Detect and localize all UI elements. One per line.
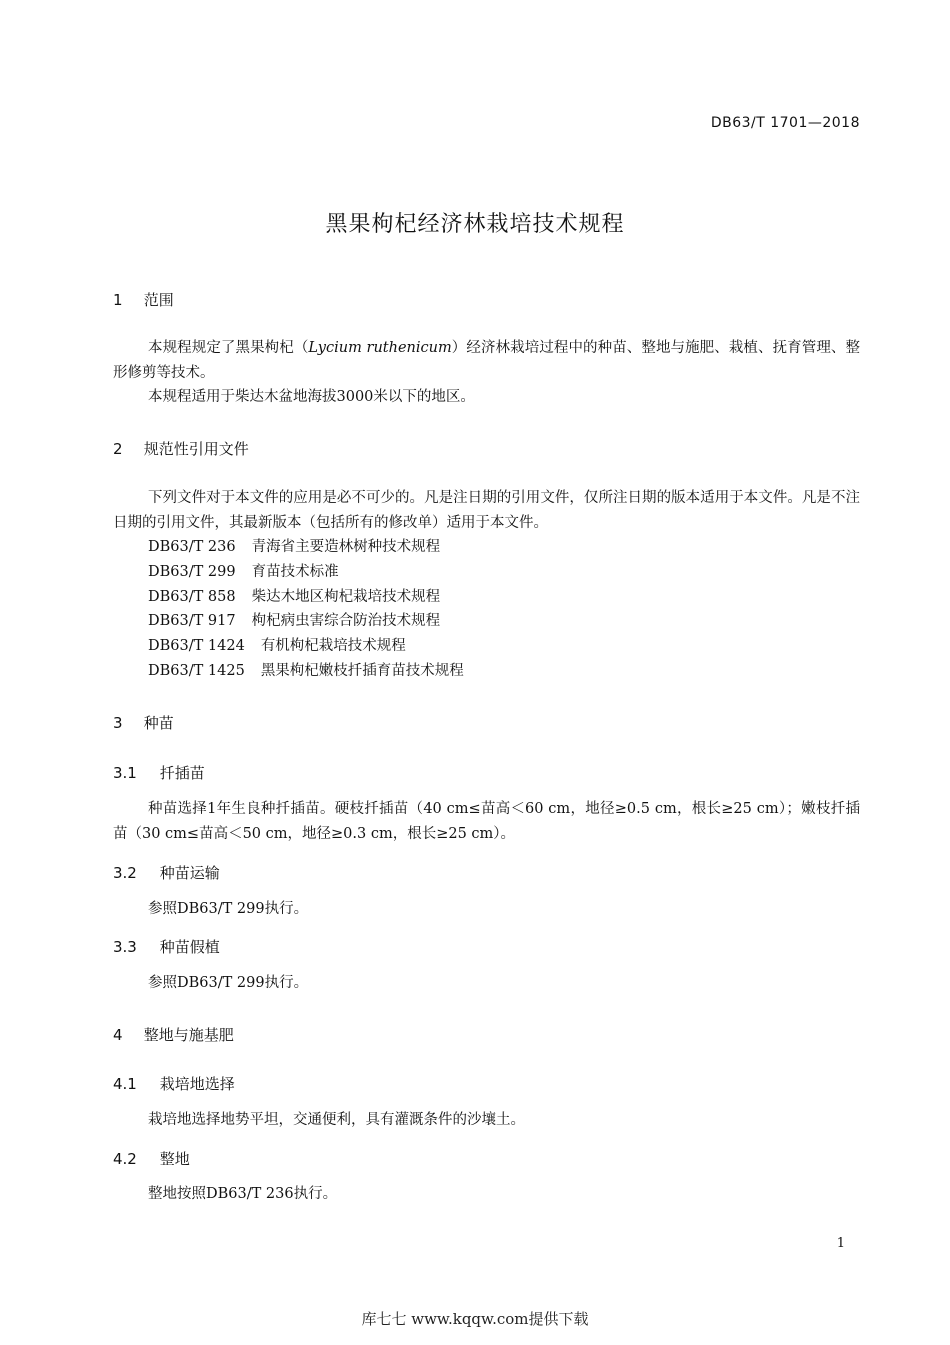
page-number: 1 (836, 1236, 845, 1251)
reference-item (148, 659, 464, 684)
reference-item (148, 634, 464, 659)
heading-number: 3 (113, 714, 123, 732)
reference-code: DB63/T 858 (148, 588, 236, 605)
heading-cutting-seedlings (113, 762, 205, 783)
heading-seedling-transport (113, 862, 220, 883)
seedling-transport-paragraph: 参照DB63/T 299执行。 (148, 901, 309, 917)
heading-number: 4.1 (113, 1075, 137, 1093)
scope-text-a: 本规程规定了黑果枸杞（ (148, 340, 309, 356)
document-title: 黑果枸杞经济林栽培技术规程 (325, 212, 625, 237)
heading-text: 种苗 (143, 714, 174, 732)
heading-number: 3.3 (113, 938, 137, 956)
reference-item (148, 585, 464, 610)
seedling-heeling-in-paragraph: 参照DB63/T 299执行。 (148, 975, 309, 991)
reference-name: 有机枸杞栽培技术规程 (260, 638, 406, 655)
heading-land-preparation (113, 1148, 190, 1169)
download-footer: 库七七 www.kqqw.com提供下载 (361, 1310, 589, 1328)
heading-seedling-heeling-in (113, 936, 220, 957)
reference-code: DB63/T 236 (148, 539, 236, 555)
scope-paragraph-1 (113, 336, 860, 385)
land-preparation-paragraph: 整地按照DB63/T 236执行。 (148, 1186, 338, 1202)
heading-seedlings (113, 712, 174, 733)
heading-normative-references (113, 438, 249, 459)
site-selection-paragraph: 栽培地选择地势平坦，交通便利，具有灌溉条件的沙壤土。 (148, 1112, 525, 1128)
references-intro: 下列文件对于本文件的应用是必不可少的。凡是注日期的引用文件，仅所注日期的版本适用于本文件。凡是不注日期的引用文件，其最新版本（包括所有的修改单）适用于本文件。 (113, 490, 860, 531)
reference-list (148, 535, 464, 684)
heading-scope (113, 289, 174, 310)
heading-text: 扦插苗 (159, 764, 205, 782)
latin-name: Lycium ruthenicum (308, 340, 452, 356)
heading-text: 种苗假植 (159, 938, 220, 956)
reference-code: DB63/T 917 (148, 613, 236, 630)
heading-number: 4.2 (113, 1150, 137, 1168)
heading-text: 整地 (159, 1150, 190, 1168)
reference-name: 青海省主要造林树种技术规程 (251, 539, 441, 555)
heading-number: 2 (113, 440, 123, 458)
scope-paragraph-2: 本规程适用于柴达木盆地海拔3000米以下的地区。 (148, 389, 475, 405)
reference-item (148, 560, 464, 585)
cutting-seedlings-paragraph: 种苗选择1年生良种扦插苗。硬枝扦插苗（40 cm≤苗高＜60 cm，地径≥0.5 cm，根长≥25 cm）；嫩枝扦插苗（30 cm≤苗高＜50 cm，地径≥0.3 cm，根长≥25 cm）。 (113, 801, 860, 842)
reference-code: DB63/T 299 (148, 563, 236, 580)
heading-text: 栽培地选择 (159, 1075, 235, 1093)
document-code: DB63/T 1701—2018 (710, 115, 860, 131)
heading-number: 1 (113, 291, 123, 309)
heading-site-preparation (113, 1024, 234, 1045)
reference-name: 枸杞病虫害综合防治技术规程 (251, 613, 441, 630)
scope-text-b: ）经济林栽培过程中的种苗、整地与施肥、栽植、抚育管理、整形修剪等技术。 (113, 340, 861, 381)
reference-code: DB63/T 1425 (148, 662, 245, 679)
heading-text: 整地与施基肥 (143, 1026, 234, 1044)
heading-text: 范围 (143, 291, 174, 309)
reference-name: 黑果枸杞嫩枝扦插育苗技术规程 (260, 662, 464, 679)
heading-number: 4 (113, 1026, 123, 1044)
heading-number: 3.1 (113, 764, 137, 782)
heading-site-selection (113, 1073, 235, 1094)
reference-name: 育苗技术标准 (251, 563, 339, 580)
heading-text: 种苗运输 (159, 864, 220, 882)
reference-name: 柴达木地区枸杞栽培技术规程 (251, 588, 441, 605)
reference-code: DB63/T 1424 (148, 638, 245, 655)
reference-item (148, 535, 464, 560)
heading-number: 3.2 (113, 864, 137, 882)
reference-item (148, 609, 464, 634)
heading-text: 规范性引用文件 (143, 440, 249, 458)
